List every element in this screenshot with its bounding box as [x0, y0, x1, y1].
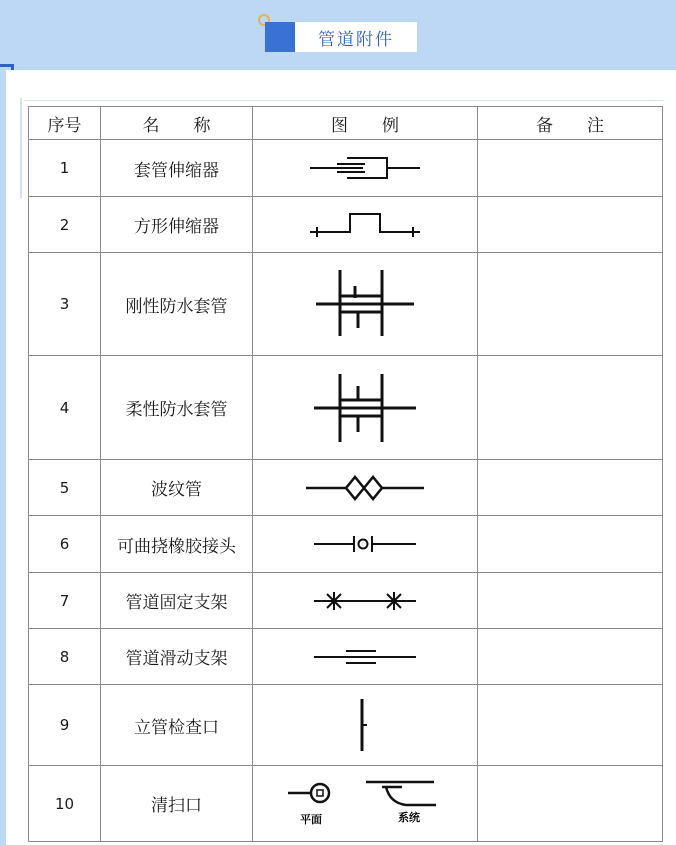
section-title: 管道附件 [295, 22, 417, 52]
header-legend: 图 例 [253, 107, 478, 140]
panel-accent-line [20, 98, 22, 198]
cleanout-icon [280, 773, 450, 835]
panel-top-line [24, 100, 664, 101]
row-name: 柔性防水套管 [101, 356, 253, 460]
row-name: 管道固定支架 [101, 573, 253, 629]
row-symbol-cell [253, 460, 478, 516]
table-header-row [29, 107, 663, 140]
sliding-pipe-support-icon [310, 645, 420, 669]
row-symbol-cell [253, 356, 478, 460]
flexible-waterproof-sleeve-icon [310, 368, 420, 448]
row-remark [478, 516, 663, 573]
table-row [29, 140, 663, 197]
row-index: 9 [29, 685, 101, 766]
row-index: 5 [29, 460, 101, 516]
pipe-accessories-legend-table [28, 106, 663, 842]
row-symbol-cell [253, 766, 478, 842]
row-index: 3 [29, 253, 101, 356]
square-expansion-joint-icon [305, 208, 425, 242]
row-remark [478, 629, 663, 685]
table-row [29, 197, 663, 253]
row-name: 立管检查口 [101, 685, 253, 766]
row-index: 4 [29, 356, 101, 460]
row-remark [478, 356, 663, 460]
row-remark [478, 253, 663, 356]
table-row [29, 685, 663, 766]
row-remark [478, 140, 663, 197]
row-symbol-cell [253, 629, 478, 685]
row-index: 1 [29, 140, 101, 197]
row-remark [478, 766, 663, 842]
bellows-icon [302, 473, 428, 503]
row-index: 8 [29, 629, 101, 685]
row-name: 方形伸缩器 [101, 197, 253, 253]
row-name: 刚性防水套管 [101, 253, 253, 356]
row-symbol-cell [253, 573, 478, 629]
cleanout-system-label: 系统 [398, 810, 420, 824]
row-index: 7 [29, 573, 101, 629]
table-row [29, 253, 663, 356]
table-row [29, 766, 663, 842]
header-index: 序号 [29, 107, 101, 140]
row-name: 套管伸缩器 [101, 140, 253, 197]
row-name: 清扫口 [101, 766, 253, 842]
rigid-waterproof-sleeve-icon [310, 264, 420, 344]
row-index: 2 [29, 197, 101, 253]
row-symbol-cell [253, 253, 478, 356]
section-title-block [265, 22, 417, 52]
row-index: 6 [29, 516, 101, 573]
header-name: 名 称 [101, 107, 253, 140]
row-remark [478, 197, 663, 253]
row-symbol-cell [253, 516, 478, 573]
fixed-pipe-support-icon [310, 588, 420, 614]
cleanout-plan-label: 平面 [300, 812, 322, 826]
sleeve-expansion-joint-icon [305, 153, 425, 183]
table-row [29, 356, 663, 460]
riser-inspection-port-icon [350, 695, 380, 755]
header-remark: 备 注 [478, 107, 663, 140]
row-remark [478, 685, 663, 766]
row-symbol-cell [253, 685, 478, 766]
title-accent-square [265, 22, 295, 52]
row-symbol-cell [253, 140, 478, 197]
table-row [29, 460, 663, 516]
table-row [29, 629, 663, 685]
row-index: 10 [29, 766, 101, 842]
row-symbol-cell [253, 197, 478, 253]
row-name: 可曲挠橡胶接头 [101, 516, 253, 573]
row-remark [478, 573, 663, 629]
row-name: 管道滑动支架 [101, 629, 253, 685]
row-name: 波纹管 [101, 460, 253, 516]
table-row [29, 516, 663, 573]
flexible-rubber-joint-icon [310, 531, 420, 557]
row-remark [478, 460, 663, 516]
table-row [29, 573, 663, 629]
